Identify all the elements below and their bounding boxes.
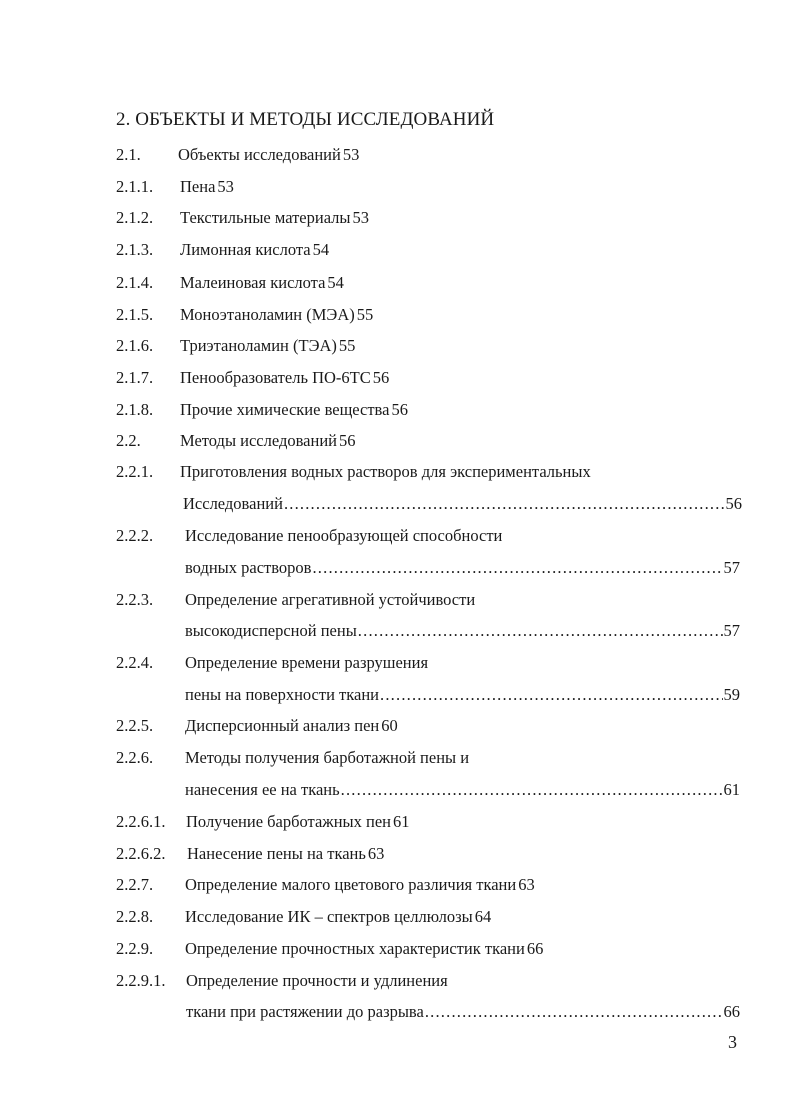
toc-page: 57 <box>723 558 740 577</box>
toc-page: 63 <box>518 875 535 894</box>
toc-page: 53 <box>342 145 360 164</box>
toc-number: 2.1.5. <box>116 305 154 324</box>
toc-number: 2.2.1. <box>116 462 154 481</box>
toc-number: 2.2.6.2. <box>116 844 166 863</box>
toc-page: 61 <box>723 780 740 799</box>
toc-title: Определение агрегативной устойчивости <box>185 590 476 609</box>
toc-title-cont: водных растворов <box>185 558 312 577</box>
toc-number: 2.2.2. <box>116 526 154 545</box>
toc-page: 56 <box>339 431 356 450</box>
toc-number: 2.2.9.1. <box>116 971 166 990</box>
toc-page: 60 <box>381 716 398 735</box>
toc-title: Триэтаноламин (ТЭА) <box>180 336 337 355</box>
toc-number: 2.1.3. <box>116 240 154 259</box>
toc-page: 66 <box>526 939 544 958</box>
toc-number: 2.1.2. <box>116 208 154 227</box>
toc-number: 2.1.6. <box>116 336 154 355</box>
toc-title: Пенообразователь ПО-6ТС <box>180 368 371 387</box>
toc-number: 2.2.5. <box>116 716 154 735</box>
toc-page: 56 <box>725 494 742 513</box>
toc-title-cont: нанесения ее на ткань <box>185 780 340 799</box>
toc-title: Получение барботажных пен <box>186 812 391 831</box>
toc-title: Текстильные материалы <box>180 208 351 227</box>
toc-number: 2.2.6. <box>116 748 154 767</box>
toc-entry-continuation <box>0 558 792 580</box>
toc-page: 59 <box>723 685 740 704</box>
toc-title: Определение прочности и удлинения <box>186 971 448 990</box>
toc-number: 2.2.7. <box>116 875 154 894</box>
page-number: 3 <box>728 1032 737 1052</box>
toc-title: Исследование пенообразующей способности <box>185 526 503 545</box>
toc-page: 56 <box>391 400 408 419</box>
toc-number: 2.2.8. <box>116 907 154 926</box>
toc-title: Методы исследований <box>180 431 337 450</box>
toc-number: 2.2.9. <box>116 939 154 958</box>
toc-title: Прочие химические вещества <box>180 400 390 419</box>
toc-title: Определение времени разрушения <box>185 653 429 672</box>
toc-page: 56 <box>372 368 390 387</box>
toc-page: 66 <box>723 1002 740 1021</box>
toc-entry-continuation <box>0 1002 792 1024</box>
toc-entry-continuation <box>0 494 792 516</box>
toc-page: 54 <box>327 273 344 292</box>
toc-title: Исследование ИК – спектров целлюлозы <box>185 907 473 926</box>
toc-title-cont: Исследований <box>183 494 283 513</box>
toc-title: Нанесение пены на ткань <box>187 844 366 863</box>
toc-title: Малеиновая кислота <box>180 273 326 292</box>
toc-page: 55 <box>356 305 374 324</box>
toc-title-cont: высокодисперсной пены <box>185 621 357 640</box>
toc-page: 53 <box>217 177 234 196</box>
toc-page: 53 <box>352 208 369 227</box>
toc-title-cont: ткани при растяжении до разрыва <box>186 1002 424 1021</box>
toc-number: 2.2.6.1. <box>116 812 166 831</box>
section-heading: 2. ОБЪЕКТЫ И МЕТОДЫ ИССЛЕДОВАНИЙ <box>116 109 495 130</box>
toc-page: 61 <box>392 812 410 831</box>
toc-number: 2.1.4. <box>116 273 154 292</box>
toc-number: 2.1.7. <box>116 368 154 387</box>
leader-dots <box>284 494 725 514</box>
toc-page: 64 <box>474 907 492 926</box>
toc-number: 2.2.3. <box>116 590 154 609</box>
toc-title: Пена <box>180 177 216 196</box>
toc-title: Лимонная кислота <box>180 240 311 259</box>
toc-number: 2.1. <box>116 145 141 164</box>
toc-title: Методы получения барботажной пены и <box>185 748 470 767</box>
toc-page: 55 <box>338 336 356 355</box>
toc-entry-continuation <box>0 685 792 707</box>
leader-dots <box>358 621 723 641</box>
leader-dots <box>312 558 722 578</box>
leader-dots <box>341 780 723 800</box>
toc-title: Приготовления водных растворов для экспериментальных <box>180 462 591 481</box>
toc-entry-continuation <box>0 780 792 802</box>
toc-number: 2.1.1. <box>116 177 154 196</box>
toc-page: 54 <box>312 240 330 259</box>
toc-title: Определение прочностных характеристик ткани <box>185 939 525 958</box>
toc-number: 2.1.8. <box>116 400 154 419</box>
toc-title: Дисперсионный анализ пен <box>185 716 380 735</box>
toc-number: 2.2. <box>116 431 141 450</box>
toc-entry-continuation <box>0 621 792 643</box>
toc-title: Определение малого цветового различия ткани <box>185 875 517 894</box>
toc-title: Объекты исследований <box>178 145 341 164</box>
toc-number: 2.2.4. <box>116 653 154 672</box>
leader-dots <box>425 1002 723 1022</box>
leader-dots <box>380 685 722 705</box>
toc-page: 57 <box>723 621 740 640</box>
toc-page: 63 <box>367 844 385 863</box>
toc-title: Моноэтаноламин (МЭА) <box>180 305 355 324</box>
toc-title-cont: пены на поверхности ткани <box>185 685 380 704</box>
